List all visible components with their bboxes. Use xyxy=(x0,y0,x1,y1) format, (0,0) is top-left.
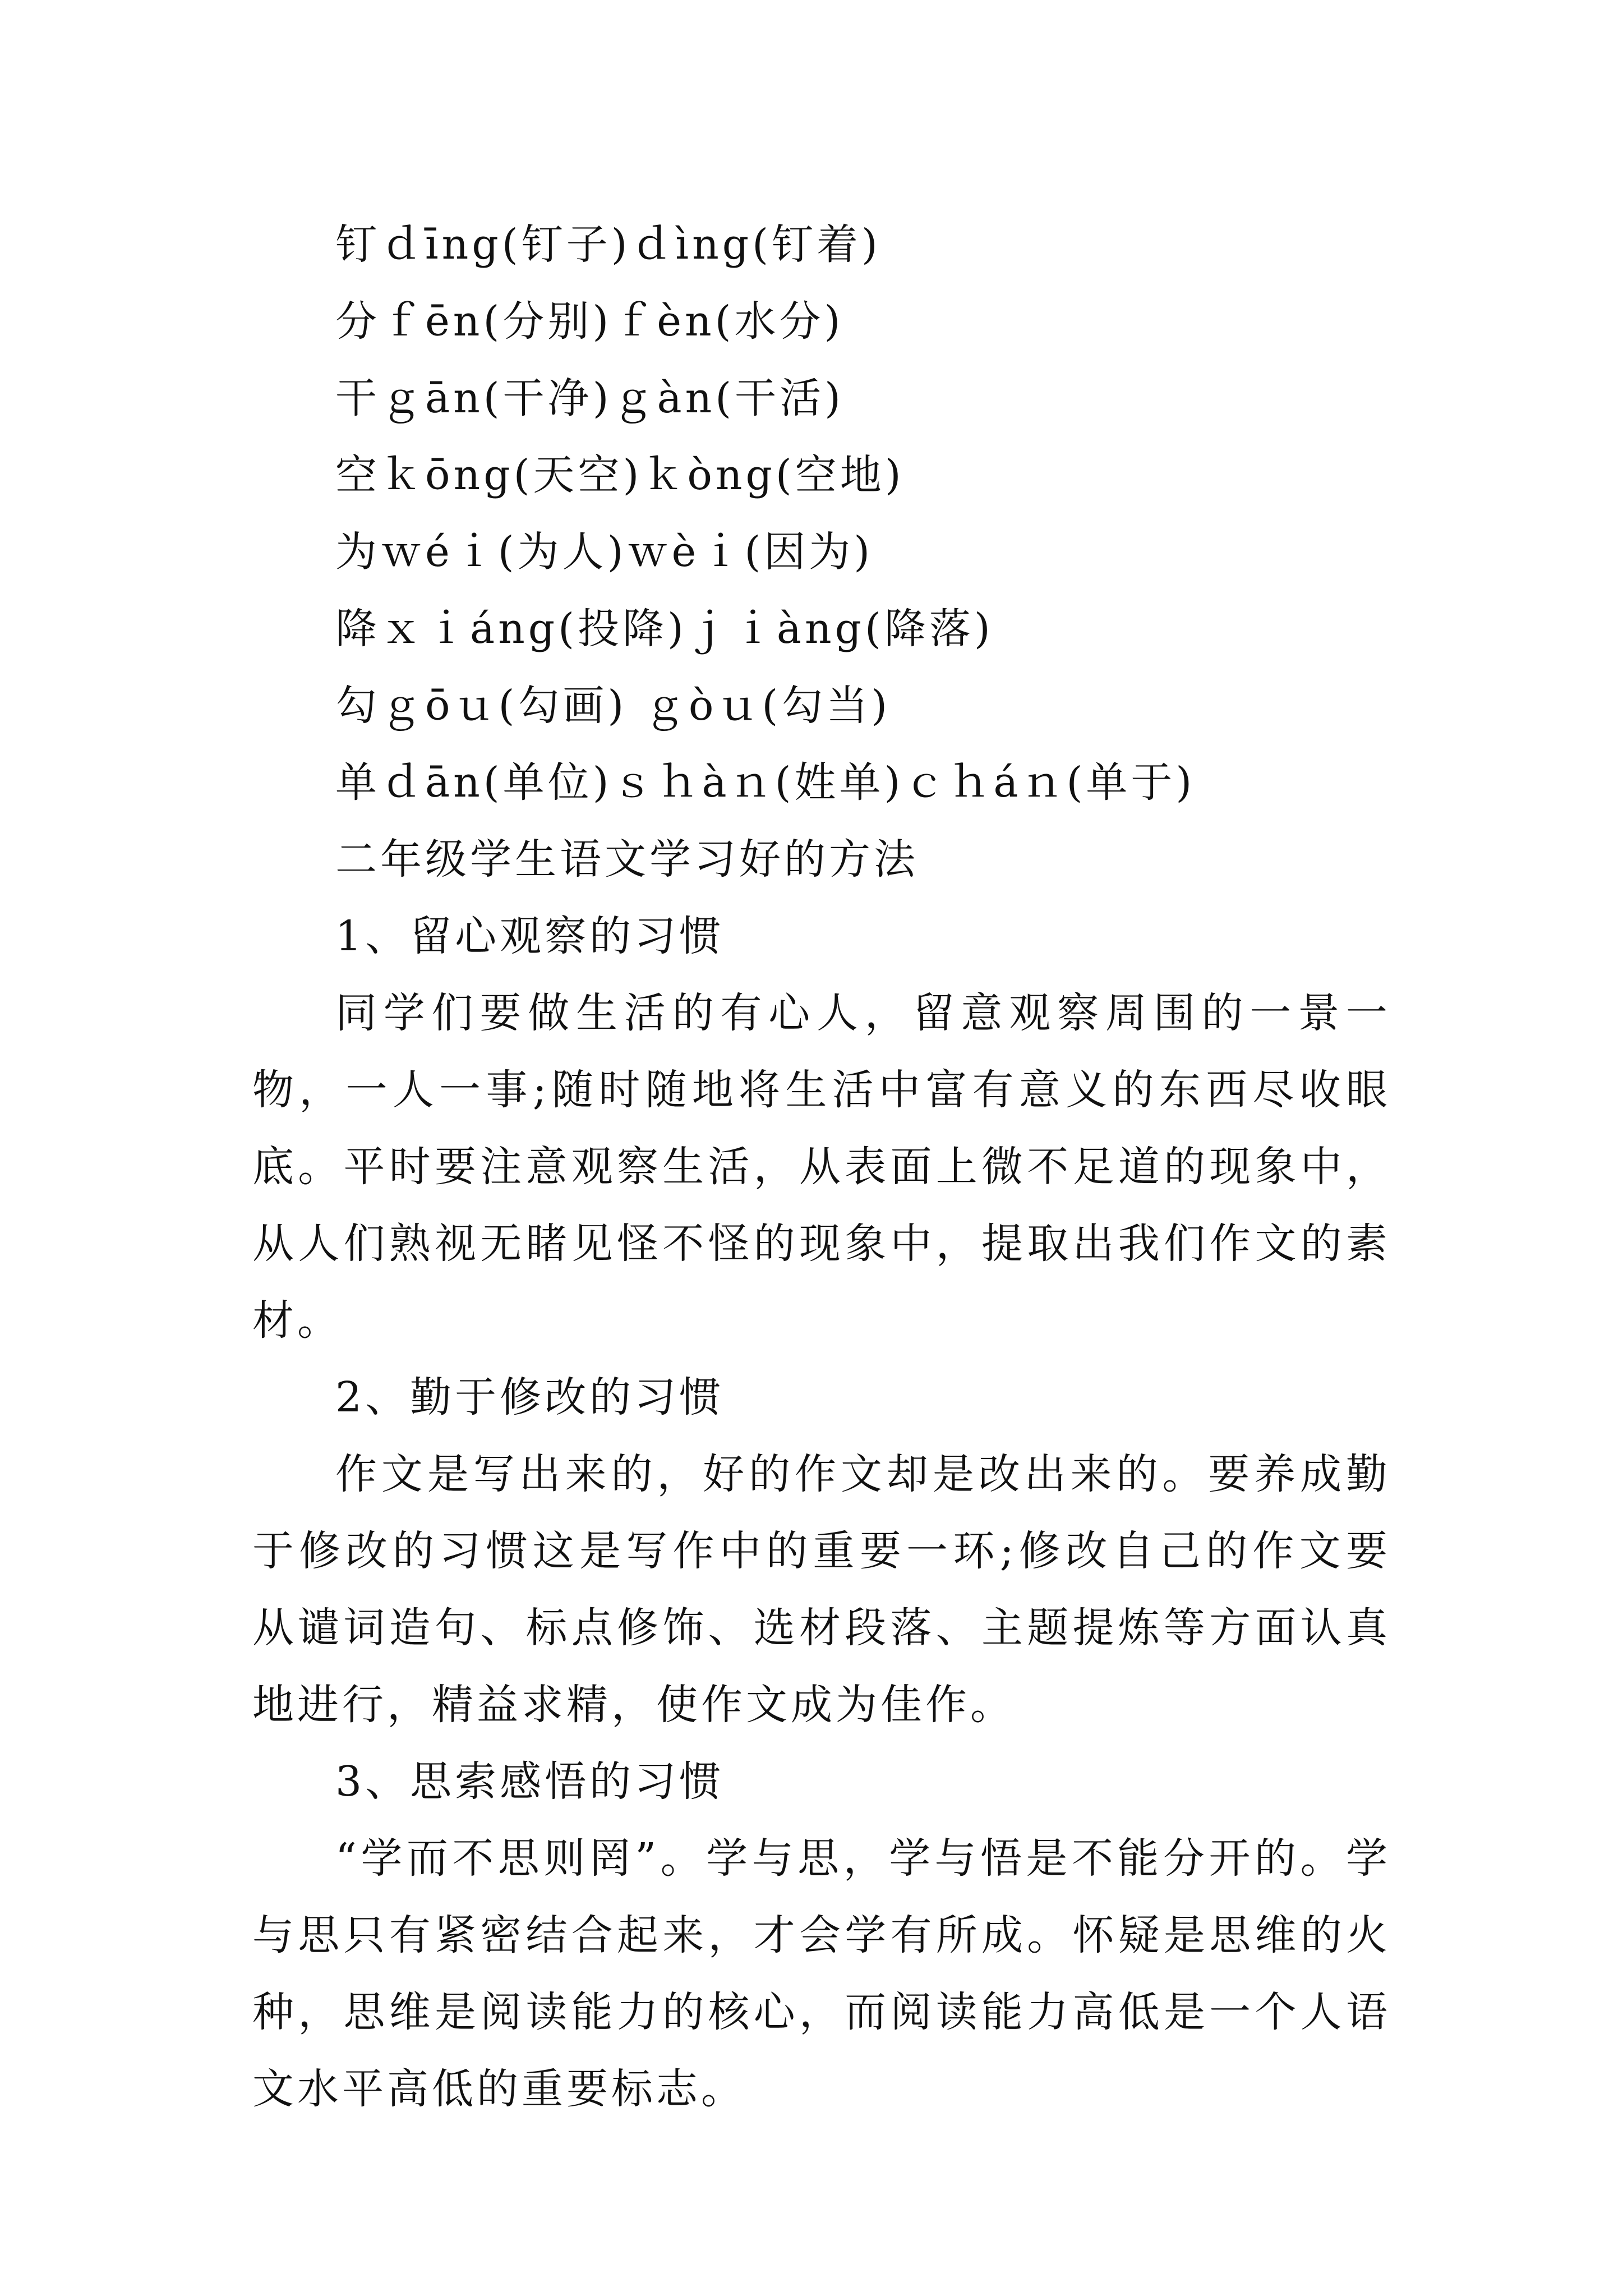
method-heading-revision: 2、勤于修改的习惯 xyxy=(335,1373,725,1421)
method-heading-reflection: 3、思索感悟的习惯 xyxy=(335,1757,725,1806)
method-body-revision: 作文是写出来的，好的作文却是改出来的。要养成勤于修改的习惯这是写作中的重要一环;修改自己的作文要从谴词造句、标点修饰、选材段落、主题提炼等方面认真地进行，精益求精，使作文成为佳作。 xyxy=(252,1450,1391,1729)
document-content xyxy=(252,206,1391,2128)
pinyin-entry-fen: 分ｆēn(分别)ｆèn(水分) xyxy=(335,297,844,346)
section-title: 二年级学生语文学习好的方法 xyxy=(335,835,919,884)
pinyin-entry-kong: 空ｋōng(天空)ｋòng(空地) xyxy=(335,451,905,499)
pinyin-entry-gou: 勾ｇōｕ(勾画) ｇòｕ(勾当) xyxy=(335,682,891,730)
pinyin-entry-wei: 为ｗéｉ(为人)ｗèｉ(因为) xyxy=(335,528,874,576)
pinyin-entry-gan: 干ｇān(干净)ｇàn(干活) xyxy=(335,374,845,422)
pinyin-entry-dan: 单ｄān(单位)ｓｈàｎ(姓单)ｃｈáｎ(单于) xyxy=(335,758,1196,807)
method-body-reflection: “学而不思则罔”。学与思，学与悟是不能分开的。学与思只有紧密结合起来，才会学有所成。怀疑是思维的火种，思维是阅读能力的核心，而阅读能力高低是一个人语文水平高低的重要标志。 xyxy=(252,1834,1391,2113)
method-body-observation: 同学们要做生活的有心人，留意观察周围的一景一物，一人一事;随时随地将生活中富有意义的东西尽收眼底。平时要注意观察生活，从表面上微不足道的现象中，从人们熟视无睹见怪不怪的现象中，提取出我们作文的素材。 xyxy=(252,989,1391,1345)
pinyin-entry-jiang: 降ｘｉáng(投降)ｊｉàng(降落) xyxy=(335,605,994,653)
pinyin-entry-ding: 钉ｄīng(钉子)ｄìng(钉着) xyxy=(335,220,881,269)
method-heading-observation: 1、留心观察的习惯 xyxy=(335,912,725,960)
